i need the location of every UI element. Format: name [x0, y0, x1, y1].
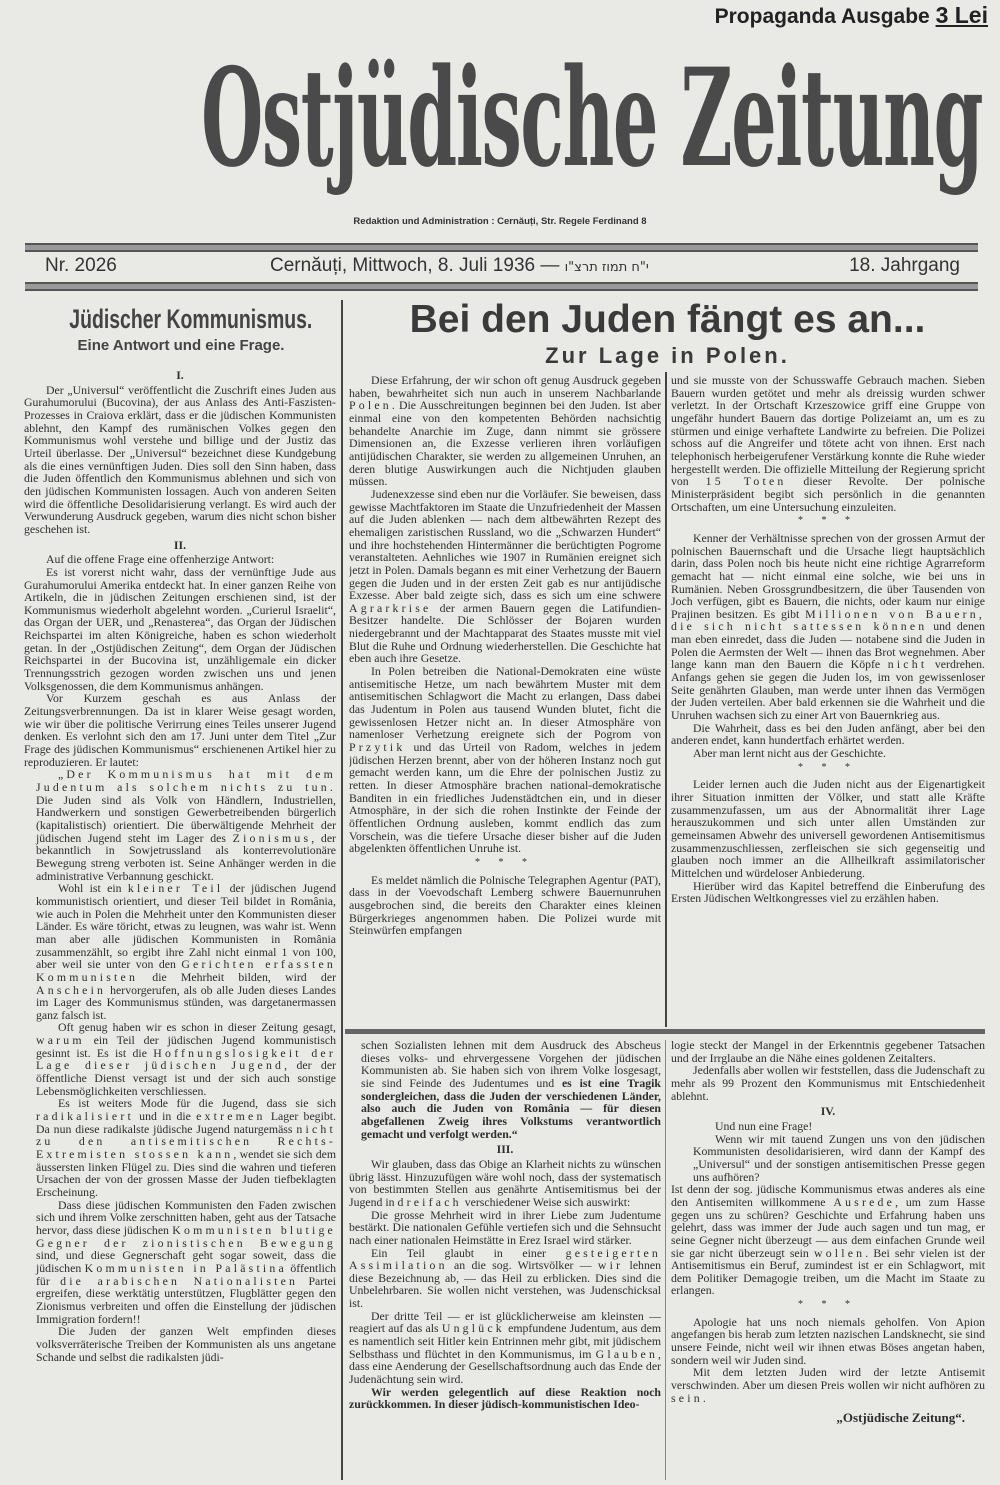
paragraph — [36, 1097, 336, 1198]
text-run: ein Teil der jüdischen Jugend kommunistisch gesinnt ist. Es ist die — [36, 1033, 336, 1060]
paragraph — [24, 384, 336, 536]
emphasized-text: Zionismus — [232, 830, 312, 845]
paragraph — [349, 488, 661, 665]
left-article-header — [22, 304, 340, 354]
paragraph — [671, 778, 985, 879]
bold-text: Wir werden gelegentlich auf diese Reaktion noch zurückkommen. In dieser jüdisch-kommunistischen Ideo- — [349, 1384, 661, 1412]
text-run: Wohl ist ein — [58, 881, 128, 896]
main-subheadline: Zur Lage in Polen. — [545, 343, 790, 368]
text-run: , dass eine Aenderung der Gesellschaftsordnung auch das Ende der Judenächtung sein wird. — [349, 1346, 661, 1387]
text-run: die Mehrheit bilden, wird der — [138, 969, 336, 984]
emphasized-text: Agrarkrise — [349, 600, 432, 615]
text-run: Hierüber wird das Kapitel betreffend die Einberufung des Ersten Jüdischen Weltkongresses viel zu erzählen haben. — [671, 878, 985, 906]
paragraph — [671, 1183, 985, 1297]
issue-date — [270, 255, 649, 277]
text-run: und das Urteil von Radom, welches in jedem jüdischen Herzen brennt, aber von der höheren Instanz noch gut gemacht werden kann, um die Ehre der polnischen Justiz zu retten. In dieser Atmosphäre brachen national-demokratische Banditen in ein friedliches Judenstädtchen ein, und in dieser Atmosphäre, in der sich die rohen Instinkte der Feinde der öffentlichen Ordnung ausleben, kommt endlich das zum Vorschein, was die tiefere Ursache dieser bisher auf die Juden abgelenkten öffentlichen Unruhe ist. — [349, 740, 661, 856]
text-run: logie steckt der Mangel in der Erkenntnis gegebener Tatsachen und der Irrglaube an die Nähe eines goldenen Zeitalters. — [671, 1039, 985, 1065]
text-run: Wir glauben, dass das Obige an Klarheit nichts zu wünschen übrig lässt. Hinzuzufügen wäre wohl noch, dass der systematisch von bestimmten Stellen aus genährte Antisemitismus bei der Jugend in — [349, 1156, 661, 1209]
emphasized-text: Anschein — [36, 982, 107, 997]
paragraph — [671, 722, 985, 747]
emphasized-text: Unglück — [441, 1321, 505, 1336]
paragraph — [349, 374, 661, 488]
emphasized-text: warum — [36, 1033, 85, 1048]
text-run: . — [702, 1390, 706, 1405]
text-run: Und nun eine Frage! — [715, 1118, 813, 1133]
column-divider — [665, 372, 667, 1027]
text-run: lehnen diese Bezeichnung ab, — das Heil zu erblicken. Dies sind die Unbelehrbaren. Sie wollen nicht verstehen, was Judenschicksal ist. — [349, 1258, 661, 1311]
text-run: * * * — [798, 1299, 858, 1311]
quoted-article — [349, 1039, 661, 1140]
section-number — [671, 1105, 985, 1118]
emphasized-text: sein — [671, 1390, 703, 1405]
text-run: Die Juden sind als Volk von Händlern, Industriellen, Handwerkern und sonstigen Gewerbetreibenden bürgerlich (kapitalistisch) orientiert. Die überwältigende Mehrheit der jüdischen Jugend steht im Lager des — [36, 792, 336, 845]
emphasized-text: Hoffnungslosigkeit der Lage dieser jüdischen Jugend — [36, 1045, 336, 1073]
paragraph — [361, 1039, 661, 1140]
dateline — [45, 255, 960, 281]
divider — [25, 243, 978, 252]
divider — [25, 282, 978, 291]
emphasized-text: „Der Kommunismus hat mit dem Judentum als solchem nichts zu tun. — [36, 767, 336, 794]
emphasized-text: Kommunisten in Palästina — [84, 1260, 287, 1275]
text-run: Ein Teil glaubt in einer — [371, 1245, 566, 1260]
paragraph — [24, 566, 336, 693]
emphasized-text: wollen — [813, 1245, 866, 1260]
paragraph — [671, 1366, 985, 1404]
text-run: der jüdischen Jugend kommunistisch orientiert, und dieser Teil bildet in România, wie auch in Polen die Mehrheit unter den Kommunisten dieser Länder. Es wäre töricht, etwas zu leugnen, was wahr ist. Wenn man aber alle jüdischen Kommunisten in România zusammenzählt, so ergibt ihre Zahl nicht einmal 1 von 100, aber weil sie unter von den — [36, 881, 336, 972]
text-run: , wendet sie sich dem äussersten linken Flügel zu. Dies sind die wahren und tieferen Ursachen der von der grossen Masse der Juden tiefbeklagten Erscheinung. — [36, 1147, 336, 1199]
emphasized-text: die arabischen Nationalisten — [60, 1273, 299, 1288]
emphasized-text: Kommunisten blutige Gegner der zionistischen Bewegung — [36, 1222, 336, 1250]
text-run: und in die — [133, 1109, 197, 1124]
emphasized-text: Polen — [349, 398, 392, 413]
issue-date-text: Cernăuți, Mittwoch, 8. Juli 1936 — — [270, 255, 560, 276]
text-run: verdrehen. Anfangs gehen sie gegen die Juden los, im von gewissenloser Seite genährten Glauben, man werde unter ihnen das Vermögen der Juden verteilen. Aber bald erkennen sie die Wahrheit und die Unruhen wachsen sich zu einer Art von Bauernkrieg aus. — [671, 657, 985, 723]
edition-label: Propaganda Ausgabe — [714, 5, 930, 28]
paragraph — [671, 747, 985, 760]
text-run: öffentlich für — [36, 1260, 336, 1288]
main-article-column-2 — [671, 374, 985, 1026]
text-run: IV. — [820, 1104, 836, 1119]
masthead — [0, 40, 1000, 215]
text-run: und sie musste von der Schusswaffe Gebrauch machen. Sieben Bauern wurden getötet und mehr als dreissig wurden schwer verletzt. In der Ortschaft Krzeszowice griff eine Gruppe von ungefähr hundert Bauern das dortige Polizeiamt an, um es zu stürmen und einige verhaftete Landwirte zu befreien. Die Polizei schoss auf die Angreifer und tötete acht von ihnen. Erst nach telephonisch herbeigerufener Verstärkung konnte die Ruhe wieder hergestellt werden. Die offizielle Mitteilung der Regierung spricht von — [671, 374, 985, 489]
section-number — [349, 1143, 661, 1156]
text-run: Ist denn der sog. jüdische Kommunismus etwas anderes als eine den Antisemiten willkommene — [671, 1182, 985, 1209]
emphasized-text: Ausrede — [833, 1194, 896, 1209]
text-run: Der dritte Teil — er ist glücklicherweise am kleinsten — reagiert auf das als — [349, 1308, 661, 1336]
admin-address: Redaktion und Administration : Cernăuți, Str. Regele Ferdinand 8 — [353, 216, 647, 227]
text-run: Vor Kurzem geschah es aus Anlass der Zeitungsverbrennungen. Da ist in klarer Weise gesagt worden, wie wir über die politische Verirrung eines Teiles unserer Jugend denken. Es verlohnt sich den am 17. Juni unter dem Titel „Zur Frage des jüdischen Kommunismus“ erschienenen Artikel hier zu reproduzieren. Er lautet: — [24, 691, 336, 769]
section-separator — [671, 1299, 985, 1312]
text-run: III. — [496, 1142, 514, 1157]
text-run: Jedenfalls aber wollen wir feststellen, dass die Judenschaft zu mehr als 99 Prozent den Kommunismus mit Entschiedenheit ablehnt. — [671, 1063, 985, 1103]
paragraph — [671, 374, 985, 513]
main-headline: Bei den Juden fängt es an... — [409, 298, 926, 341]
paragraph — [671, 1133, 985, 1184]
text-run: * * * — [798, 515, 858, 527]
left-article-title: Jüdischer Kommunismus. — [69, 304, 313, 334]
left-article-column — [24, 366, 336, 1482]
paragraph — [36, 1325, 336, 1363]
section-number — [24, 539, 336, 552]
volume: 18. Jahrgang — [849, 255, 960, 276]
text-run: . Die Ausschreitungen beginnen bei den Juden. Ist aber einmal eine von den kompetenten Behörden nachsichtig behandelte Anarchie im Zuge, dann nimmt sie grössere Dimensionen an, die Exzesse verlieren ihren vorläufigen antijüdischen Charakter, sie werden zu allgemeinen Unruhen, an deren blutige Auswirkungen auch die Nichtjuden glauben müssen. — [349, 398, 661, 489]
paragraph — [24, 692, 336, 768]
text-run: schen Sozialisten lehnen mit dem Ausdruck des Abscheus dieses volks- und ehrvergessene Vorgehen der jüdischen Kommunisten ab. Sie haben sich von ihrem Volke losgesagt, sie sind Feinde des Judentumes und — [361, 1039, 661, 1090]
newspaper-title: Ostjüdische Zeitung — [201, 40, 983, 198]
text-run: Judenexzesse sind eben nur die Vorläufer. Sie beweisen, dass gewisse Machtfaktoren im Staate die Unzufriedenheit der Massen auf die Juden ablenken — nach dem altbewährten Rezept des ehemaligen zaristischen Russland, wo die „Schwarzen Hundert“ und ihre hochstehenden Hintermänner die berüchtigten Pogrome veranstalteten. Aehnliches wie 1907 in Rumänien ereignet sich jetzt in Polen. Damals begann es mit einer Verhetzung der Bauern gegen die Juden und in der ersten Zeit gab es nur antijüdische Exzesse. Aber bald zeigte sich, dass es sich um eine schwere — [349, 486, 661, 603]
text-run: Lager begibt. Da nun diese radikalste jüdische Jugend naturgemäss — [36, 1109, 336, 1136]
text-run: , um zum Hasse gegen uns zu schüren? Geschichte und Erfahrung haben uns gelehrt, dass was immer der Jude auch sagen und tun mag, er seine Gegner nicht überzeugt — aus dem einfachen Grunde weil sie gar nicht überzeugt sein — [671, 1194, 985, 1260]
left-article-continuation-1 — [349, 1039, 661, 1483]
edition-price-label — [715, 2, 988, 29]
column-divider — [665, 1040, 666, 1480]
section-separator — [671, 515, 985, 528]
text-run: , der bekanntlich in Sowjetrussland als konterrevolutionäre Bewegung streng verboten ist. Seine Anhänger werden in die administrative Verbannung geschickt. — [36, 830, 336, 883]
text-run: * * * — [475, 856, 535, 868]
text-run: „Ostjüdische Zeitung“. — [836, 1410, 965, 1426]
hebrew-date: י"ח תמוז תרצ"ו — [564, 260, 649, 275]
text-run: Apologie hat uns noch niemals geholfen. Von Apion angefangen bis herab zum letzten nazischen Landsknecht, sie sind unsere Feinde, nicht weil wir ihnen etwas Böses angetan haben, sondern weil wir Juden sind. — [671, 1314, 985, 1367]
quoted-article — [24, 768, 336, 1363]
section-separator — [671, 762, 985, 775]
emphasized-text: nicht zu den antisemitischen Rechts-Extremisten stossen kann — [36, 1121, 336, 1162]
text-run: Auf die offene Frage eine offenherzige Antwort: — [46, 552, 275, 567]
text-run: Dass diese jüdischen Kommunisten den Faden zwischen sich und ihrem Volke zerschnitten haben, geht aus der Tatsache hervor, dass diese jüdischen — [36, 1197, 336, 1237]
text-run: In Polen betreiben die National-Demokraten eine wüste antisemitische Hetze, um nach bewährtem Muster mit dem antisemitischen Schlagwort die Macht zu erlangen, Dass dabei das Judentum in Polen aus tausend Wunden blutet, ficht die gewissenlosen Hetzer nicht an. In dieser Atmosphäre von namenloser Verhetzung ereignete sich der Pogrom von — [349, 664, 661, 742]
paragraph — [349, 1158, 661, 1209]
paragraph — [349, 1209, 661, 1247]
text-run: Der „Universul“ veröffentlicht die Zuschrift eines Juden aus Gurahumorului (Bucovina), der aus Anlass des Anti-Faszisten-Prozesses in Craiova erklärt, dass er die jüdischen Kommunisten ablehnt, den Kampf des rumänischen Volkes gegen den Kommunismus wohl verstehe und billige und der Justiz das Urteil überlasse. Der „Universul“ bezeichnet diese Kundgebung als die eines vernünftigen Juden. Dies soll den Sinn haben, dass die Juden öffentlich den Kommunismus ablehnen und sich von den jüdischen Kommunisten lossagen. Auch von anderen Seiten wird die öffentliche Desolidarisierung verlangt. Es wird auch der Verwunderung Ausdruck gegeben, warum dies nicht schon bisher geschehen ist. — [24, 382, 336, 536]
text-run: hervorgerufen, als ob alle Juden dieses Landes im Lager des Kommunismus stünden, was dargetanermassen ganz falsch ist. — [36, 982, 336, 1022]
text-run: und denen man eben einredet, dass die Juden — notabene sind die Juden in Polen die Aermsten der Welt — ihnen das Brot wegnehmen. Aber lange kann man den Bauern die Köpfe — [671, 619, 985, 672]
bold-text: es ist eine Tragik sondergleichen, dass die Juden der verschiedenen Länder, also auch die Juden von România — für diesen abgefallenen Zweig ihres Volkstums verantwortlich gemacht und verfolgt werden.“ — [361, 1075, 661, 1141]
text-run: Die Juden der ganzen Welt empfinden dieses volksverräterische Treiben der Kommunisten als uns angetane Schande und selbst die radikalsten jüdi- — [36, 1324, 336, 1364]
text-run: empfundene Judentum, aus dem es namentlich seit Hitler kein Entrinnen mehr gibt, mit jüdischem Selbsthass und flüchtet in den Kommunismus, im — [349, 1321, 661, 1361]
column-divider — [341, 300, 343, 1480]
signature — [671, 1412, 985, 1425]
paragraph — [349, 1310, 661, 1386]
text-run: I. — [176, 368, 184, 382]
text-run: der armen Bauern gegen die Latifundien-Besitzer handelte. Die Schlösser der Bojaren wurden niedergebrannt und der Machtapparat des Staates musste mit viel Blut die Ruhe und Ordnung wiederherstellen. Die Geschichte hat eben auch ihre Gesetze. — [349, 600, 661, 666]
emphasized-text: Gerichten erfassten Kommunisten — [36, 957, 336, 984]
text-run: sind, und diese Gegnerschaft geht sogar soweit, dass die jüdischen — [36, 1248, 336, 1275]
text-run: Partei ergreifen, diese werktätig unterstützen, Flugblätter gegen den Zionismus verbreiten und offen die Einstellung der jüdischen Immigration fordern!! — [36, 1273, 336, 1326]
text-run: . Bei sehr vielen ist der Antisemitismus ein Beruf, zumindest ist er ein Schlagwort, mit dem Politiker Demagogie treiben, um die Macht im Staate zu erlangen. — [671, 1245, 985, 1298]
section-number — [24, 369, 336, 382]
emphasized-text: wir — [597, 1258, 624, 1273]
text-run: Kenner der Verhältnisse sprechen von der grossen Armut der polnischen Bauernschaft und die Ursache liegt hauptsächlich darin, dass Polen noch bis heute nicht eine richtige Agrarreform gemacht hat — nicht einmal eine solche, wie bei uns in Rumänien. Neben Grossgrundbesitzern, die über Tausenden von Joch verfügen, gibt es Bauern, die nichts, oder kaum nur einige Prajinen besitzen. Es gibt — [671, 530, 985, 621]
emphasized-text: Przytik — [349, 740, 406, 755]
paragraph — [349, 1247, 661, 1310]
paragraph — [349, 1386, 661, 1411]
price-label: 3 Lei — [935, 2, 988, 28]
text-run: Diese Erfahrung, der wir schon oft genug Ausdruck gegeben haben, bewahrheitet sich nun auch in unserem Nachbarlande — [349, 374, 661, 400]
left-article-continuation-2 — [671, 1039, 985, 1483]
paragraph — [671, 880, 985, 905]
issue-number: Nr. 2026 — [45, 255, 117, 276]
paragraph — [36, 882, 336, 1021]
emphasized-text: nicht — [887, 657, 928, 672]
paragraph — [671, 1316, 985, 1367]
paragraph — [671, 1064, 985, 1102]
paragraph — [349, 665, 661, 855]
emphasized-text: Millionen von Bauern, die sich nicht sattessen können — [671, 606, 985, 634]
text-run: dieser Revolte. Der polnische Ministerpräsident begibt sich persönlich in die genannten Ortschaften, um eine Untersuchung einzuleiten. — [671, 474, 985, 514]
text-run: Mit dem letzten Juden wird der letzte Antisemit verschwinden. Aber um diesen Preis wollen wir nicht aufhören zu — [671, 1365, 985, 1393]
text-run: Die Wahrheit, dass es bei den Juden anfängt, aber bei den anderen endet, kann hundertfach erhärtet werden. — [671, 720, 985, 748]
main-article-column-1 — [349, 374, 661, 1026]
text-run: Die grosse Mehrheit wird in ihrer Liebe zum Judentume bestärkt. Die nationalen Gefühle vertiefen sich und die Sehnsucht nach einer nationalen Heimstätte in Erez Israel wird stärker. — [349, 1207, 661, 1247]
text-run: Es ist vorerst nicht wahr, dass der vernünftige Jude aus Gurahumorului Amerika entdeckt hat. In einer ganzen Reihe von Artikeln, die in jüdischen Zeitungen erschienen sind, ist der Kommunismus wiederholt abgelehnt worden. „Curierul Israelit“, das Organ der UER, und „Renasterea“, das Organ der Jüdischen Reichspartei im alten Königreiche, haben es schon wiederholt getan. In der „Ostjüdischen Zeitung“, dem Organ der Jüdischen Reichspartei in der Bucovina ist, unzähligemale ein dicker Trennungsstrich gezogen worden zwischen uns und jenen Volksgenossen, die dem Kommunismus anhängen. — [24, 564, 336, 693]
paragraph — [36, 1021, 336, 1097]
paragraph — [349, 874, 661, 937]
section-divider — [345, 1029, 985, 1034]
emphasized-text: 15 Toten — [705, 474, 787, 489]
emphasized-text: gesteigerten Assimilation — [349, 1245, 661, 1273]
text-run: Leider lernen auch die Juden nicht aus der Eigenartigkeit ihrer Situation inmitten der Völker, und statt alle Kräfte zusammenzufassen, um aus der Abnormalität ihrer Lage herauszukommen und sich unter allen Umständen zur gemeinsamen Abwehr des universell gewordenen Antisemitismus zusammenzuschliessen, zerfleischen sie sich gegenseitig und glauben noch immer an die Allheilkraft assimilatorischer Mittelchen und würdeloser Anbiederung. — [671, 777, 985, 880]
section-separator — [349, 857, 661, 870]
paragraph — [36, 1199, 336, 1326]
paragraph — [36, 768, 336, 882]
paragraph — [671, 1039, 985, 1064]
emphasized-text: radikalisiert — [36, 1109, 134, 1124]
left-article-subtitle: Eine Antwort und eine Frage. — [77, 337, 285, 354]
text-run: * * * — [798, 761, 858, 773]
text-run: Es meldet nämlich die Polnische Telegraphen Agentur (PAT), dass in der Voevodschaft Lemberg schwere Bauernunruhen ausgebrochen sind, die bereits den Charakter eines kleinen Bürgerkrieges angenommen haben. Die Polizei wurde mit Steinwürfen empfangen — [349, 872, 661, 938]
text-run: Oft genug haben wir es schon in dieser Zeitung gesagt, — [58, 1020, 336, 1035]
text-run: II. — [173, 537, 187, 552]
text-run: Wenn wir mit tauend Zungen uns von den jüdischen Kommunisten desolidarisieren, wird dann der Kampf des „Universul“ und der sonstigen antisemitischen Presse gegen uns aufhören? — [693, 1131, 985, 1184]
text-run: Es ist weiters Mode für die Jugend, dass sie sich — [58, 1096, 336, 1111]
emphasized-text: extremen — [196, 1109, 266, 1124]
emphasized-text: Glauben — [595, 1346, 659, 1361]
emphasized-text: dreifach — [397, 1194, 462, 1209]
emphasized-text: kleiner Teil — [127, 881, 224, 896]
text-run: an die sog. Wirtsvölker — — [447, 1258, 598, 1273]
text-run: Aber man lernt nicht aus der Geschichte. — [693, 746, 886, 761]
text-run: verschiedener Weise sich auswirkt: — [461, 1194, 631, 1209]
paragraph — [671, 532, 985, 722]
text-run: , der der öffentliche Dienst versagt ist und der sich auch sonstige Lebensmöglichkeiten verschliessen. — [36, 1058, 336, 1098]
